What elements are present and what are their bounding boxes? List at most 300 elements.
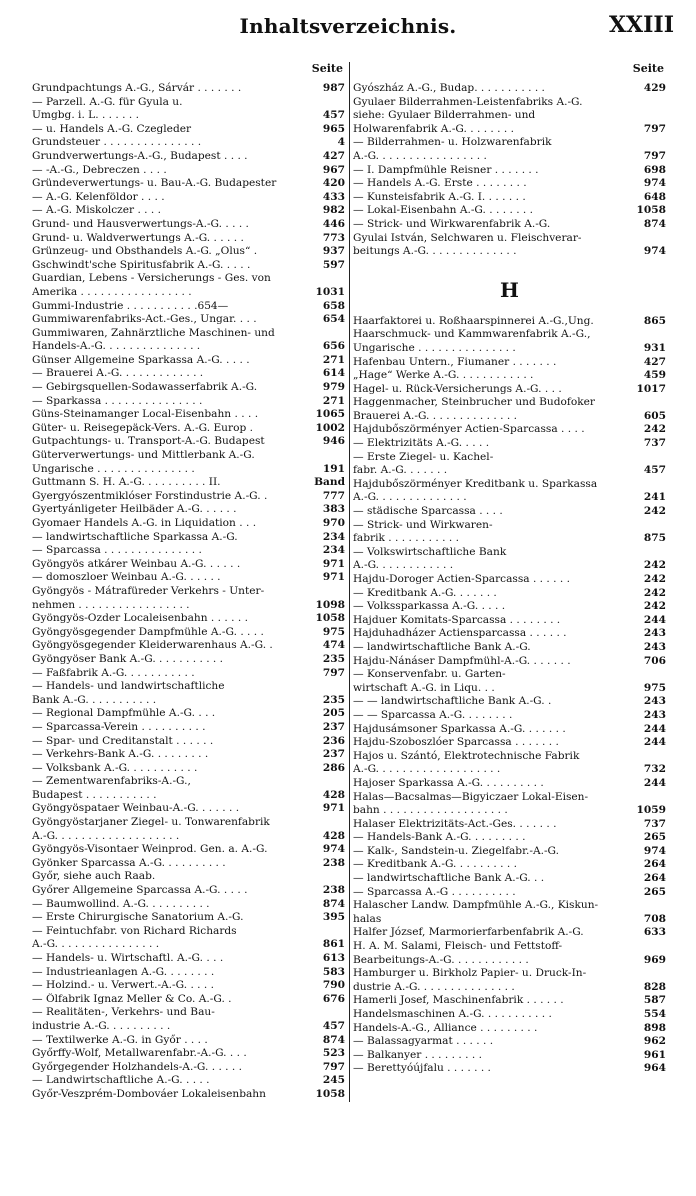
entry-text: Gschwindt'sche Spiritusfabrik A.-G. . . . . <box>32 258 251 271</box>
entry-text: fabrik . . . . . . . . . . . <box>353 532 459 545</box>
entry-page-number: 271 <box>322 353 345 366</box>
entry-page-number: 264 <box>643 872 666 885</box>
entry-text: — Lokal-Eisenbahn A.-G. . . . . . . . <box>353 204 534 217</box>
entry-text: — Regional Dampfmühle A.-G. . . . <box>32 707 216 720</box>
entry-text: bahn . . . . . . . . . . . . . . . . . . . <box>353 804 508 817</box>
index-entry <box>353 763 666 777</box>
index-entry <box>32 96 345 110</box>
index-entry <box>353 1049 666 1063</box>
entry-text: Haggenmacher, Steinbrucher und Budofoker <box>353 396 595 409</box>
entry-text: Hajduhadházer Actiensparcassa . . . . . . <box>353 627 567 640</box>
index-entry <box>32 136 345 150</box>
entry-text: wirtschaft A.-G. in Liqu. . . <box>353 681 495 694</box>
entry-text: Gyöngyöspataer Weinbau-A.-G. . . . . . . <box>32 802 240 815</box>
index-entry <box>32 218 345 232</box>
entry-page-number: 4 <box>337 136 345 149</box>
index-entry <box>353 383 666 397</box>
entry-text: — Erste Ziegel- u. Kachel- <box>353 450 494 463</box>
entry-text: Győrffy-Wolf, Metallwarenfabr.-A.-G. . . . <box>32 1047 247 1060</box>
entry-text: — landwirtschaftliche Sparkassa A.-G. <box>32 530 238 543</box>
entry-text: — Textilwerke A.-G. in Győr . . . . <box>32 1033 208 1046</box>
entry-text: Güterverwertungs- und Mittlerbank A.-G. <box>32 449 255 462</box>
index-entry <box>353 532 666 546</box>
index-entry <box>32 762 345 776</box>
index-entry <box>353 627 666 641</box>
entry-text: siehe: Gyulaer Bilderrahmen- und <box>353 109 536 122</box>
entry-text: — Spar- und Creditanstalt . . . . . . <box>32 734 214 747</box>
index-entry <box>353 736 666 750</box>
index-entry <box>353 519 666 533</box>
entry-page-number: 244 <box>643 722 666 735</box>
entry-page-number: 1065 <box>315 408 345 421</box>
entry-page-number: 235 <box>322 693 345 706</box>
entry-page-number: 554 <box>643 1008 666 1020</box>
entry-page-number: 874 <box>322 897 345 910</box>
index-entry <box>353 437 666 451</box>
index-entry <box>32 286 345 300</box>
index-entry <box>32 177 345 191</box>
entry-text: — landwirtschaftliche Bank A.-G. . . <box>353 872 545 885</box>
index-entry <box>32 544 345 558</box>
index-entry <box>353 668 666 682</box>
index-entry <box>32 653 345 667</box>
entry-text: — Sparcassa-Verein . . . . . . . . . . <box>32 720 206 733</box>
index-entry <box>32 204 345 218</box>
entry-text: Hajduer Komitats-Sparcassa . . . . . . . . <box>353 613 561 626</box>
entry-page-number: 737 <box>643 437 666 450</box>
index-entry <box>353 981 666 995</box>
index-entry <box>353 886 666 900</box>
entry-text: Gyöngyös-Ozder Localeisenbahn . . . . . . <box>32 612 248 625</box>
entry-page-number: 191 <box>322 462 345 475</box>
index-entry <box>353 150 666 164</box>
entry-page-number: 587 <box>643 994 666 1007</box>
entry-text: Amerika . . . . . . . . . . . . . . . . . <box>32 285 192 298</box>
entry-page-number: 773 <box>322 231 345 244</box>
entry-text: — Sparcassa . . . . . . . . . . . . . . . <box>32 544 202 557</box>
entry-text: Gummiwarenfabriks-Act.-Ges., Ungar. . . . <box>32 313 257 326</box>
entry-text: Ungarische . . . . . . . . . . . . . . . <box>353 341 516 354</box>
index-entry <box>353 954 666 968</box>
entry-page-number: 797 <box>322 666 345 679</box>
entry-text: Hajdu-Doroger Actien-Sparcassa . . . . . . <box>353 573 570 585</box>
index-entry <box>353 315 666 329</box>
index-entry <box>353 777 666 791</box>
index-entry <box>32 626 345 640</box>
entry-text: Hajdu-Szoboszlóer Sparcassa . . . . . . . <box>353 736 559 749</box>
entry-page-number: 457 <box>322 1019 345 1032</box>
entry-text: — Elektrizitäts A.-G. . . . . <box>353 437 490 450</box>
entry-text: Hajdusámsoner Sparkassa A.-G. . . . . . . <box>353 722 566 735</box>
entry-text: Hajos u. Szántó, Elektrotechnische Fabrik <box>353 749 580 762</box>
entry-page-number: 1002 <box>315 421 345 434</box>
index-entry <box>32 327 345 341</box>
entry-text: Bearbeitungs-A.-G. . . . . . . . . . . . <box>353 953 529 966</box>
index-entry <box>353 245 666 259</box>
entry-text: — Verkehrs-Bank A.-G. . . . . . . . . <box>32 748 209 761</box>
entry-text: — domoszloer Weinbau A.-G. . . . . . <box>32 571 221 584</box>
index-entry <box>353 818 666 832</box>
index-entry <box>32 639 345 653</box>
entry-text: — I. Dampfmühle Reisner . . . . . . . <box>353 163 539 176</box>
entry-text: — Handels A.-G. Erste . . . . . . . . <box>353 177 527 190</box>
entry-text: — Brauerei A.-G. . . . . . . . . . . . . <box>32 367 204 380</box>
index-entry <box>353 600 666 614</box>
index-entry <box>353 695 666 709</box>
index-entry <box>353 573 666 587</box>
entry-page-number: 1017 <box>636 382 666 395</box>
index-entry <box>32 599 345 613</box>
entry-text: Gummi-Industrie . . . . . . . . . . .654— <box>32 299 229 312</box>
entry-page-number: 245 <box>322 1074 345 1087</box>
index-entry <box>32 395 345 409</box>
entry-page-number: 614 <box>322 367 345 380</box>
index-entry <box>353 478 666 492</box>
index-entry <box>353 872 666 886</box>
entry-text: — — Sparcassa A.-G. . . . . . . . <box>353 708 513 721</box>
entry-page-number: 648 <box>643 190 666 203</box>
entry-text: Handels-A.-G. . . . . . . . . . . . . . . <box>32 340 201 353</box>
column-header-seite: Seite <box>632 62 664 75</box>
index-entry <box>32 408 345 422</box>
entry-text: Győrer Allgemeine Sparcassa A.-G. . . . . <box>32 884 248 897</box>
entry-page-number: 1058 <box>315 1087 345 1100</box>
right-entry-list-h <box>353 315 666 1076</box>
entry-text: — Gebirgsquellen-Sodawasserfabrik A.-G. <box>32 381 258 394</box>
entry-text: Halas—Bacsalmas—Bigyiczaer Lokal-Eisen- <box>353 790 589 803</box>
entry-text: — Baumwollind. A.-G. . . . . . . . . . <box>32 897 210 910</box>
entry-text: Haarfaktorei u. Roßhaarspinnerei A.-G.,Ung. <box>353 314 594 327</box>
entry-text: halas <box>353 912 382 925</box>
index-entry <box>353 791 666 805</box>
index-entry <box>32 816 345 830</box>
entry-text: Gyószház A.-G., Budap. . . . . . . . . . . <box>353 82 545 94</box>
index-entry <box>353 1022 666 1036</box>
entry-text: Gutpachtungs- u. Transport-A.-G. Budapest <box>32 435 265 448</box>
entry-text: Grund- und Hausverwertungs-A.-G. . . . . <box>32 217 249 230</box>
index-entry <box>32 1088 345 1102</box>
entry-text: Gyönker Sparcassa A.-G. . . . . . . . . . <box>32 856 226 869</box>
index-entry <box>32 1047 345 1061</box>
entry-page-number: 975 <box>643 681 666 694</box>
entry-page-number: 241 <box>643 491 666 504</box>
index-entry <box>32 1061 345 1075</box>
entry-page-number: 428 <box>322 829 345 842</box>
entry-page-number: 234 <box>322 530 345 543</box>
index-entry <box>32 993 345 1007</box>
index-entry <box>32 1034 345 1048</box>
entry-text: Gyöngyöstarjaner Ziegel- u. Tonwarenfabrik <box>32 816 270 829</box>
entry-page-number: 964 <box>643 1062 666 1075</box>
entry-page-number: 205 <box>322 707 345 720</box>
index-entry <box>353 1035 666 1049</box>
entry-page-number: 982 <box>322 204 345 217</box>
entry-text: — Zementwarenfabriks-A.-G., <box>32 775 191 788</box>
entry-text: Guttmann S. H. A.-G. . . . . . . . . . II. <box>32 476 221 489</box>
entry-text: Brauerei A.-G. . . . . . . . . . . . . . <box>353 409 517 422</box>
entry-page-number: 974 <box>643 177 666 190</box>
entry-page-number: 698 <box>643 163 666 176</box>
entry-page-number: 1098 <box>315 598 345 611</box>
entry-text: — Bilderrahmen- u. Holzwarenfabrik <box>353 136 552 149</box>
entry-text: Gyöngyöser Bank A.-G. . . . . . . . . . . <box>32 652 224 665</box>
entry-text: H. A. M. Salami, Fleisch- und Fettstoff- <box>353 940 563 953</box>
entry-text: A.-G. . . . . . . . . . . . . . . . . . . <box>32 829 180 842</box>
entry-text: fabr. A.-G. . . . . . . <box>353 464 448 477</box>
entry-page-number: 971 <box>322 571 345 584</box>
entry-page-number: 242 <box>643 573 666 585</box>
entry-page-number: 446 <box>322 217 345 230</box>
entry-page-number: 243 <box>643 640 666 653</box>
index-entry <box>353 750 666 764</box>
entry-text: Gyulaer Bilderrahmen-Leistenfabriks A.-G. <box>353 95 583 108</box>
entry-page-number: 265 <box>643 831 666 844</box>
index-entry <box>32 191 345 205</box>
page-header <box>0 8 696 48</box>
entry-text: Hajdubőszörményer Actien-Sparcassa . . . . <box>353 423 585 436</box>
index-entry <box>353 709 666 723</box>
entry-page-number: 732 <box>643 763 666 776</box>
entry-text: — Parzell. A.-G. für Gyula u. <box>32 95 183 108</box>
entry-text: — Balassagyarmat . . . . . . <box>353 1035 494 1048</box>
entry-page-number: 244 <box>643 736 666 749</box>
index-entry <box>32 1074 345 1088</box>
index-entry <box>32 748 345 762</box>
index-entry <box>32 164 345 178</box>
index-entry <box>32 123 345 137</box>
entry-text: Grund- u. Waldverwertungs A.-G. . . . . . <box>32 231 244 244</box>
entry-page-number: 457 <box>643 464 666 477</box>
entry-text: Hamburger u. Birkholz Papier- u. Druck-In- <box>353 967 587 980</box>
entry-page-number: 974 <box>643 844 666 857</box>
entry-page-number: 459 <box>643 369 666 382</box>
entry-text: — Industrieanlagen A.-G. . . . . . . . <box>32 965 215 978</box>
entry-page-number: 243 <box>643 695 666 708</box>
index-entry <box>32 802 345 816</box>
index-entry <box>32 680 345 694</box>
entry-text: — — landwirtschaftliche Bank A.-G. . <box>353 695 552 708</box>
entry-page-number: 974 <box>322 843 345 856</box>
entry-text: Hafenbau Untern., Fiumaner . . . . . . . <box>353 355 557 368</box>
entry-text: — landwirtschaftliche Bank A.-G. <box>353 640 531 653</box>
entry-text: — Landwirtschaftliche A.-G. . . . . <box>32 1074 210 1087</box>
entry-text: Győrgegender Holzhandels-A.-G. . . . . . <box>32 1060 243 1073</box>
entry-page-number: Band <box>314 476 345 489</box>
entry-text: — Ölfabrik Ignaz Meller & Co. A.-G. . <box>32 992 232 1005</box>
entry-page-number: 583 <box>322 965 345 978</box>
entry-text: — Konservenfabr. u. Garten- <box>353 668 506 681</box>
index-entry <box>32 667 345 681</box>
entry-text: — Balkanyer . . . . . . . . . <box>353 1048 482 1061</box>
page-number: XXIII <box>608 12 674 38</box>
index-entry <box>353 451 666 465</box>
entry-text: Gyöngyös atkárer Weinbau A.-G. . . . . . <box>32 557 241 570</box>
entry-page-number: 971 <box>322 557 345 570</box>
entry-text: Umgbg. i. L. . . . . . . <box>32 109 139 122</box>
index-entry <box>32 245 345 259</box>
section-letter-heading: H <box>500 277 519 302</box>
entry-page-number: 237 <box>322 720 345 733</box>
index-entry <box>32 340 345 354</box>
entry-page-number: 706 <box>643 654 666 667</box>
index-entry <box>353 204 666 218</box>
index-entry <box>353 410 666 424</box>
entry-page-number: 474 <box>322 639 345 652</box>
entry-page-number: 970 <box>322 517 345 529</box>
entry-text: Holwarenfabrik A.-G. . . . . . . . <box>353 122 514 135</box>
entry-text: Gyertyánligeter Heilbäder A.-G. . . . . . <box>32 503 237 516</box>
index-entry <box>32 435 345 449</box>
entry-text: — Kreditbank A.-G. . . . . . . <box>353 586 497 599</box>
index-entry <box>353 546 666 560</box>
index-entry <box>353 423 666 437</box>
entry-page-number: 420 <box>322 177 345 190</box>
entry-page-number: 242 <box>643 600 666 613</box>
entry-page-number: 242 <box>643 559 666 572</box>
index-entry <box>353 491 666 505</box>
entry-text: — Handels-Bank A.-G. . . . . . . . . <box>353 831 526 844</box>
entry-page-number: 828 <box>643 980 666 993</box>
index-entry <box>353 559 666 573</box>
entry-page-number: 243 <box>643 708 666 721</box>
entry-text: — Sparcassa A.-G . . . . . . . . . . <box>353 885 516 898</box>
index-entry <box>353 682 666 696</box>
index-entry <box>32 463 345 477</box>
entry-text: — -A.-G., Debreczen . . . . <box>32 163 167 176</box>
index-entry <box>353 641 666 655</box>
entry-text: Grundpachtungs A.-G., Sárvár . . . . . . . <box>32 82 242 94</box>
index-entry <box>32 911 345 925</box>
index-entry <box>32 898 345 912</box>
entry-text: — Handels- und landwirtschaftliche <box>32 680 225 693</box>
entry-page-number: 865 <box>643 314 666 327</box>
entry-text: Handelsmaschinen A.-G. . . . . . . . . . . <box>353 1008 552 1020</box>
entry-text: Güter- u. Reisegepäck-Vers. A.-G. Europ . <box>32 421 253 434</box>
entry-text: nehmen . . . . . . . . . . . . . . . . . <box>32 598 190 611</box>
entry-text: Gyulai István, Selchwaren u. Fleischverar- <box>353 231 582 244</box>
entry-text: — Handels- u. Wirtschaftl. A.-G. . . . <box>32 952 224 964</box>
entry-text: Gyergyószentmiklóser Forstindustrie A.-G. . <box>32 489 268 502</box>
entry-page-number: 429 <box>643 82 666 94</box>
entry-page-number: 931 <box>643 341 666 354</box>
entry-text: Gyöngyös-Visontaer Weinprod. Gen. a. A.-G. <box>32 843 268 856</box>
entry-page-number: 271 <box>322 394 345 407</box>
index-entry <box>353 96 666 110</box>
entry-page-number: 708 <box>643 912 666 925</box>
entry-page-number: 974 <box>643 245 666 258</box>
index-entry <box>353 82 666 96</box>
index-entry <box>353 218 666 232</box>
entry-page-number: 242 <box>643 505 666 518</box>
index-entry <box>353 369 666 383</box>
index-entry <box>32 109 345 123</box>
entry-page-number: 874 <box>322 1033 345 1046</box>
entry-page-number: 962 <box>643 1035 666 1048</box>
entry-page-number: 235 <box>322 652 345 665</box>
entry-page-number: 967 <box>322 163 345 176</box>
entry-text: Grundsteuer . . . . . . . . . . . . . . . <box>32 136 202 149</box>
entry-page-number: 395 <box>322 911 345 924</box>
index-entry <box>353 967 666 981</box>
entry-page-number: 236 <box>322 734 345 747</box>
index-entry <box>32 884 345 898</box>
entry-text: dustrie A.-G. . . . . . . . . . . . . . . <box>353 980 515 993</box>
entry-page-number: 234 <box>322 544 345 557</box>
index-entry <box>32 503 345 517</box>
index-entry <box>353 342 666 356</box>
entry-text: — Volksbank A.-G. . . . . . . . . . . <box>32 761 198 774</box>
entry-text: A.-G. . . . . . . . . . . . . . . . <box>32 938 160 951</box>
index-entry <box>32 789 345 803</box>
index-entry <box>353 328 666 342</box>
index-entry <box>353 899 666 913</box>
entry-text: — Faßfabrik A.-G. . . . . . . . . . . <box>32 666 195 679</box>
entry-page-number: 874 <box>643 217 666 230</box>
index-entry <box>32 571 345 585</box>
entry-text: Hagel- u. Rück-Versicherungs A.-G. . . . <box>353 382 562 395</box>
index-entry <box>353 723 666 737</box>
index-entry <box>32 313 345 327</box>
index-entry <box>32 938 345 952</box>
entry-text: A.-G. . . . . . . . . . . . . . . . . . . <box>353 763 501 776</box>
index-entry <box>32 300 345 314</box>
entry-text: — Strick- und Wirkwarenfabrik A.-G. <box>353 217 551 230</box>
index-entry <box>353 109 666 123</box>
index-entry <box>32 449 345 463</box>
left-entry-list <box>32 82 345 1102</box>
entry-page-number: 1031 <box>315 285 345 298</box>
entry-text: Gründeverwertungs- u. Bau-A.-G. Budapester <box>32 177 277 190</box>
entry-text: — Feintuchfabr. von Richard Richards <box>32 924 237 937</box>
entry-page-number: 654 <box>322 313 345 326</box>
index-entry <box>353 164 666 178</box>
index-entry <box>32 1020 345 1034</box>
entry-text: Grünzeug- und Obsthandels A.-G. „Olus“ . <box>32 245 258 258</box>
entry-page-number: 971 <box>322 802 345 815</box>
entry-text: Handels-A.-G., Alliance . . . . . . . . . <box>353 1021 538 1034</box>
entry-text: Győr, siehe auch Raab. <box>32 870 156 883</box>
entry-page-number: 1058 <box>636 204 666 217</box>
index-entry <box>32 531 345 545</box>
entry-text: Győr-Veszprém-Dombováer Lokaleisenbahn <box>32 1087 266 1100</box>
entry-text: Gyöngyösgegender Kleiderwarenhaus A.-G. . <box>32 639 273 652</box>
entry-page-number: 777 <box>322 489 345 502</box>
index-entry <box>353 845 666 859</box>
index-entry <box>32 150 345 164</box>
entry-text: Hajoser Sparkassa A.-G. . . . . . . . . . <box>353 776 544 789</box>
index-entry <box>353 614 666 628</box>
entry-text: — städische Sparcassa . . . . <box>353 505 503 518</box>
index-entry <box>32 558 345 572</box>
entry-text: — Kalk-, Sandstein-u. Ziegelfabr.-A.-G. <box>353 844 559 857</box>
entry-page-number: 797 <box>643 149 666 162</box>
index-entry <box>353 396 666 410</box>
index-entry <box>353 505 666 519</box>
index-entry <box>32 367 345 381</box>
entry-page-number: 961 <box>643 1048 666 1061</box>
index-entry <box>32 870 345 884</box>
entry-page-number: 597 <box>322 258 345 271</box>
entry-text: — Volkssparkassa A.-G. . . . . <box>353 600 506 613</box>
index-entry <box>32 585 345 599</box>
entry-text: Güns-Steinamanger Local-Eisenbahn . . . . <box>32 408 259 421</box>
index-entry <box>32 925 345 939</box>
entry-text: — Kreditbank A.-G. . . . . . . . . . <box>353 858 518 871</box>
entry-text: A.-G. . . . . . . . . . . . . . . . . <box>353 149 487 162</box>
entry-page-number: 457 <box>322 109 345 122</box>
entry-text: A.-G. . . . . . . . . . . . . . <box>353 491 467 504</box>
index-entry <box>32 476 345 490</box>
